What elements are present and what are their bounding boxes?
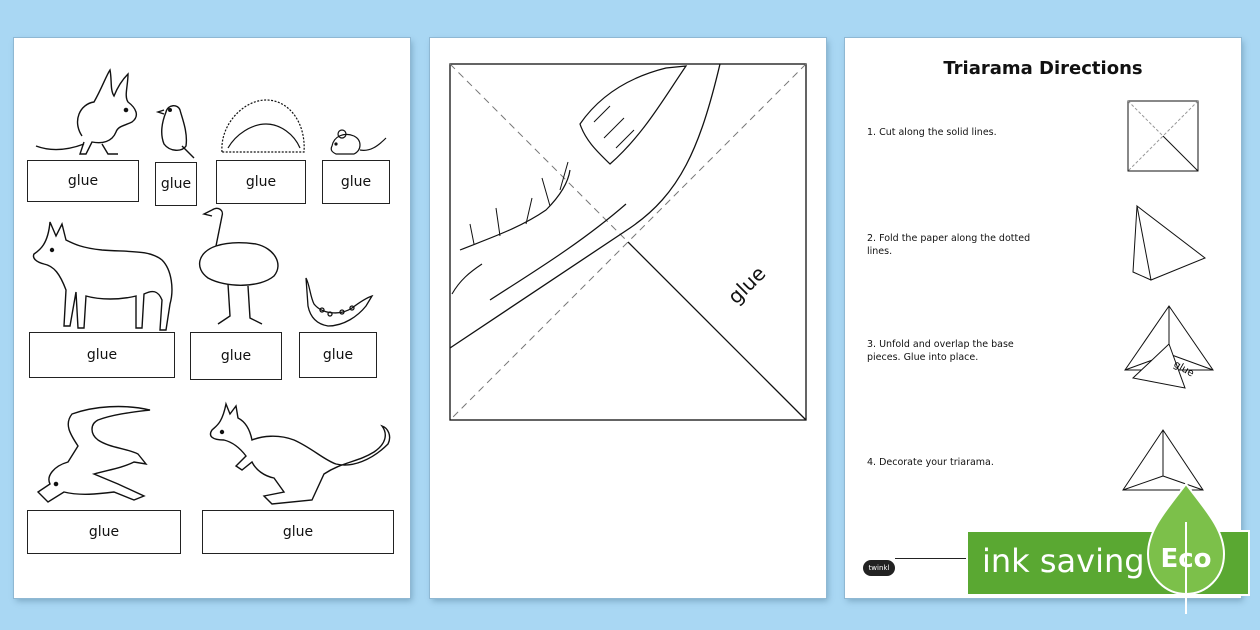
goanna-illustration	[34, 404, 174, 508]
bird-illustration	[152, 100, 200, 162]
thorny-devil-illustration	[300, 276, 376, 332]
bilby-illustration	[32, 66, 142, 161]
step-3: 3. Unfold and overlap the base pieces. Glue into place.	[867, 339, 1014, 363]
kangaroo-illustration	[202, 400, 394, 510]
echidna-illustration	[216, 94, 310, 156]
triarama-template	[430, 38, 826, 598]
glue-box: glue	[202, 510, 394, 554]
dingo-illustration	[30, 220, 176, 332]
glue-box: glue	[27, 510, 181, 554]
mouse-illustration	[322, 124, 388, 160]
diagram-glue-label: glue	[1171, 359, 1196, 380]
glue-box: glue	[27, 160, 139, 202]
glue-box: glue	[155, 162, 197, 206]
emu-illustration	[190, 206, 282, 332]
step-4: 4. Decorate your triarama.	[867, 457, 994, 468]
cut-diagram	[1127, 100, 1199, 172]
glue-label: glue	[722, 261, 771, 309]
eco-label: Eco	[1160, 544, 1212, 574]
step-2: 2. Fold the paper along the dotted lines.	[867, 233, 1031, 257]
glue-box: glue	[216, 160, 306, 204]
triarama-background-page	[430, 38, 826, 598]
glue-diagram	[1121, 304, 1217, 390]
glue-box: glue	[190, 332, 282, 380]
glue-box: glue	[299, 332, 377, 378]
ink-saving-text: ink saving	[982, 542, 1145, 580]
twinkl-logo: twinkl	[863, 560, 895, 576]
fold-diagram	[1131, 202, 1207, 282]
glue-box: glue	[322, 160, 390, 204]
animal-cutouts-page	[14, 38, 410, 598]
page-title: Triarama Directions	[943, 58, 1143, 79]
glue-box: glue	[29, 332, 175, 378]
step-1: 1. Cut along the solid lines.	[867, 127, 997, 138]
